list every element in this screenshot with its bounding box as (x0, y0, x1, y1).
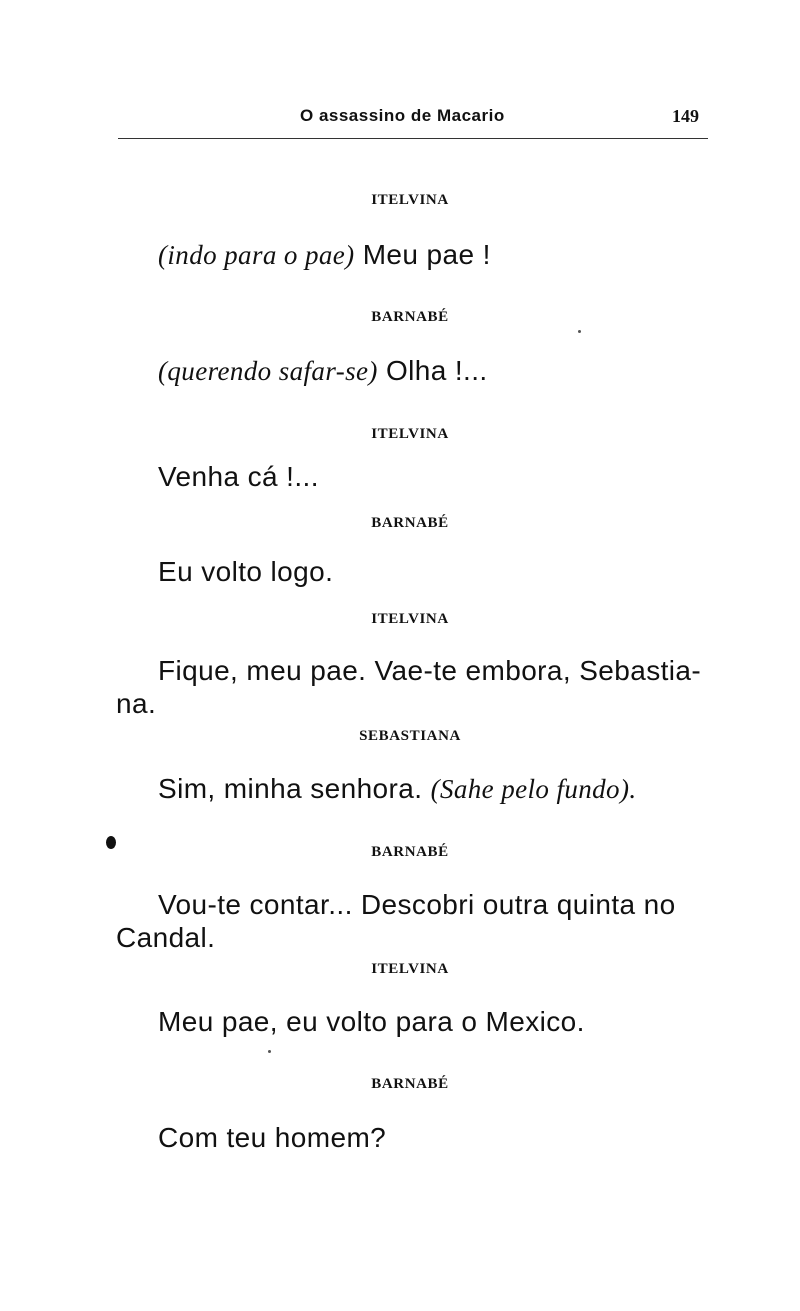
dialogue-continuation: na. (116, 688, 157, 719)
speaker-name: BARNABÉ (371, 309, 449, 325)
speaker-name: ITELVINA (371, 961, 449, 977)
speaker-name: ITELVINA (371, 611, 449, 627)
dialogue-line: Eu volto logo. (158, 556, 334, 587)
stage-direction: (Sahe pelo fundo). (430, 774, 637, 804)
speaker-name: ITELVINA (371, 426, 449, 442)
dialogue-text: Meu pae ! (354, 239, 491, 270)
speaker-name: BARNABÉ (371, 515, 449, 531)
dialogue-line (158, 240, 491, 270)
dialogue-line: Vou-te contar... Descobri outra quinta no (158, 889, 676, 920)
dialogue-line: Fique, meu pae. Vae-te embora, Sebastia- (158, 655, 702, 686)
speaker-name: BARNABÉ (371, 1076, 449, 1092)
page-number: 149 (672, 106, 699, 126)
header-rule (118, 138, 708, 139)
speaker-name: BARNABÉ (371, 844, 449, 860)
speaker-name: ITELVINA (371, 192, 449, 208)
stage-direction: (querendo safar-se) (158, 356, 378, 386)
dialogue-line (158, 774, 636, 804)
dialogue-line (158, 356, 488, 386)
dialogue-text: Sim, minha senhora. (158, 773, 431, 804)
speaker-name: SEBASTIANA (359, 728, 461, 744)
dialogue-continuation: Candal. (116, 922, 216, 953)
stage-direction: (indo para o pae) (158, 240, 355, 270)
print-speck (268, 1050, 271, 1053)
dialogue-line: Meu pae, eu volto para o Mexico. (158, 1006, 585, 1037)
running-header-title: O assassino de Macario (300, 106, 505, 125)
dialogue-line: Venha cá !... (158, 461, 319, 492)
dialogue-line: Com teu homem? (158, 1122, 387, 1153)
print-speck (578, 330, 581, 333)
dialogue-text: Olha !... (377, 355, 488, 386)
